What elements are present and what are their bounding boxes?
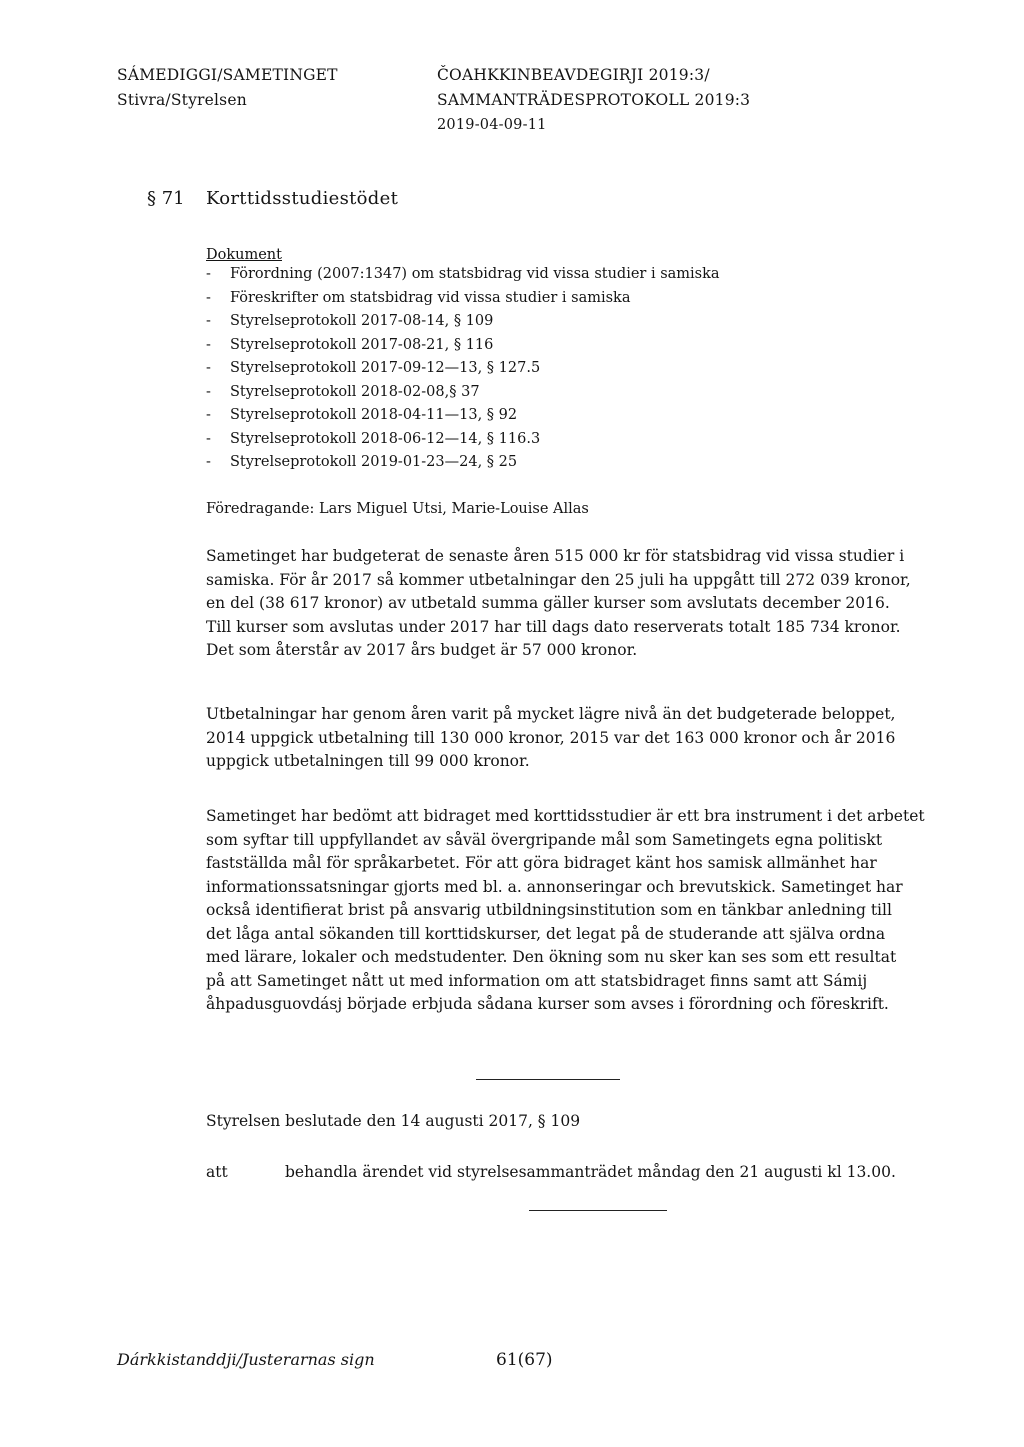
- document-item: [206, 357, 720, 381]
- document-item: [206, 404, 720, 428]
- paragraph-line: det låga antal sökanden till korttidskurser, det legat på de studerande att själva ordna: [206, 924, 886, 943]
- paragraph-line: uppgick utbetalningen till 99 000 kronor.: [206, 752, 530, 770]
- paragraph-line: 2014 uppgick utbetalning till 130 000 kronor, 2015 var det 163 000 kronor och år 2016: [206, 728, 896, 747]
- paragraph-line: också identifierat brist på ansvarig utbildningsinstitution som en tänkbar anledning till: [206, 901, 892, 919]
- document-item: [206, 310, 720, 334]
- paragraph-line: Det som återstår av 2017 års budget är 57 000 kronor.: [206, 641, 638, 659]
- document-item-text: Styrelseprotokoll 2017-08-14, § 109: [230, 313, 494, 329]
- paragraph-line: Sametinget har bedömt att bidraget med korttidsstudier är ett bra instrument i det arbetet: [206, 807, 925, 825]
- decision-text: behandla ärendet vid styrelsesammanträdet måndag den 21 augusti kl 13.00.: [285, 1163, 896, 1181]
- presenter-line: Föredragande: Lars Miguel Utsi, Marie-Louise Allas: [206, 501, 589, 517]
- document-item: [206, 287, 720, 311]
- paragraph-assessment: [206, 805, 925, 1017]
- document-item-text: Styrelseprotokoll 2018-02-08,§ 37: [230, 383, 480, 400]
- paragraph-budget: [206, 545, 911, 663]
- paragraph-line: en del (38 617 kronor) av utbetald summa gäller kurser som avslutats december 2016.: [206, 594, 890, 612]
- document-item: [206, 451, 720, 475]
- decision-att-keyword: att: [206, 1163, 228, 1181]
- document-item-text: Styrelseprotokoll 2019-01-23—24, § 25: [230, 454, 518, 470]
- header-protocol: [437, 63, 750, 138]
- document-item: [206, 428, 720, 452]
- document-item-text: Styrelseprotokoll 2017-09-12—13, § 127.5: [230, 360, 541, 376]
- section-number: § 71: [147, 188, 185, 209]
- document-item-text: Förordning (2007:1347) om statsbidrag vid vissa studier i samiska: [230, 266, 720, 282]
- decision-heading: Styrelsen beslutade den 14 augusti 2017, § 109: [206, 1112, 581, 1130]
- protocol-title-swedish: SAMMANTRÄDESPROTOKOLL 2019:3: [437, 91, 751, 109]
- paragraph-line: Utbetalningar har genom åren varit på mycket lägre nivå än det budgeterade beloppet,: [206, 705, 896, 723]
- document-item: [206, 334, 720, 358]
- protocol-title-sami: ČOAHKKINBEAVDEGIRJI 2019:3/: [437, 66, 710, 84]
- document-item-text: Föreskrifter om statsbidrag vid vissa studier i samiska: [230, 289, 631, 306]
- page-number: 61(67): [496, 1350, 553, 1370]
- list-dash: -: [206, 266, 211, 282]
- list-dash: -: [206, 383, 211, 400]
- meeting-date: 2019-04-09-11: [437, 117, 547, 133]
- list-dash: -: [206, 360, 211, 376]
- document-item-text: Styrelseprotokoll 2017-08-21, § 116: [230, 336, 494, 353]
- paragraph-line: samiska. För år 2017 så kommer utbetalningar den 25 juli ha uppgått till 272 039 kronor,: [206, 570, 911, 589]
- separator-rule: [529, 1210, 667, 1211]
- paragraph-line: Sametinget har budgeterat de senaste åren 515 000 kr för statsbidrag vid vissa studier i: [206, 547, 905, 565]
- list-dash: -: [206, 336, 211, 353]
- paragraph-payments: [206, 703, 895, 774]
- document-item-text: Styrelseprotokoll 2018-06-12—14, § 116.3: [230, 430, 541, 447]
- document-item: [206, 381, 720, 405]
- header-organization: [117, 63, 338, 113]
- paragraph-line: åhpadusguovdásj började erbjuda sådana kurser som avses i förordning och föreskrift.: [206, 995, 889, 1013]
- list-dash: -: [206, 313, 211, 329]
- document-item-text: Styrelseprotokoll 2018-04-11—13, § 92: [230, 407, 518, 423]
- documents-label: Dokument: [206, 247, 282, 263]
- separator-rule: [476, 1079, 620, 1080]
- documents-list: [206, 263, 720, 475]
- paragraph-line: med lärare, lokaler och medstudenter. Den ökning som nu sker kan ses som ett resultat: [206, 948, 897, 966]
- signature-label: Dárkkistanddji/Justerarnas sign: [117, 1350, 375, 1369]
- org-name: SÁMEDIGGI/SAMETINGET: [117, 66, 338, 84]
- list-dash: -: [206, 454, 211, 470]
- document-item: [206, 263, 720, 287]
- org-unit: Stivra/Styrelsen: [117, 91, 247, 109]
- paragraph-line: fastställda mål för språkarbetet. För att göra bidraget känt hos samisk allmänhet har: [206, 854, 877, 872]
- list-dash: -: [206, 407, 211, 423]
- paragraph-line: Till kurser som avslutas under 2017 har till dags dato reserverats totalt 185 734 kronor.: [206, 617, 901, 636]
- list-dash: -: [206, 289, 211, 306]
- list-dash: -: [206, 430, 211, 447]
- paragraph-line: som syftar till uppfyllandet av såväl övergripande mål som Sametingets egna politiskt: [206, 830, 883, 849]
- paragraph-line: på att Sametinget nått ut med information om att statsbidraget finns samt att Sámij: [206, 971, 868, 990]
- section-title: Korttidsstudiestödet: [206, 188, 399, 209]
- paragraph-line: informationssatsningar gjorts med bl. a. annonseringar och brevutskick. Sametinget har: [206, 877, 903, 896]
